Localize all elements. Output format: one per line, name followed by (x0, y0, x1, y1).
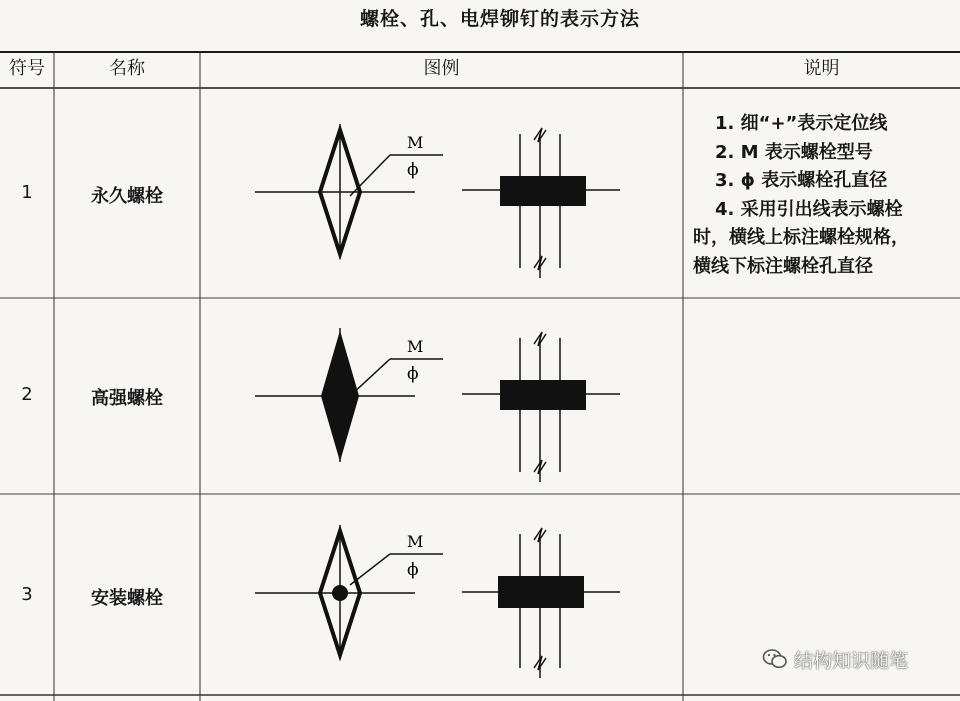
permanent-bolt-symbol (255, 122, 445, 262)
note-line-3: 3. ϕ 表示螺栓孔直径 (715, 170, 888, 191)
note-line-4: 4. 采用引出线表示螺栓 (715, 198, 903, 220)
note-line-2: 2. M 表示螺栓型号 (715, 141, 873, 163)
hole-diameter-label: ϕ (407, 560, 419, 580)
row-1-name: 永久螺栓 (91, 186, 163, 207)
description-notes (693, 110, 933, 281)
note-line-1: 1. 细“+”表示定位线 (715, 113, 888, 134)
row-3-name: 安装螺栓 (91, 588, 163, 609)
header-figure: 图例 (423, 58, 460, 79)
hole-diameter-label: ϕ (407, 160, 419, 180)
wechat-icon (762, 647, 788, 671)
note-line-5: 时，横线上标注螺栓规格， (693, 227, 909, 248)
watermark-text: 结构知识随笔 (794, 649, 909, 672)
installation-bolt-symbol (255, 523, 445, 663)
header-description: 说明 (803, 58, 840, 79)
installation-bolt-section (462, 518, 622, 690)
page-title: 螺栓、孔、电焊铆钉的表示方法 (359, 8, 640, 30)
hole-diameter-label: ϕ (407, 364, 419, 384)
high-strength-bolt-symbol (255, 326, 445, 466)
row-3-number: 3 (21, 584, 33, 605)
permanent-bolt-section (462, 118, 622, 290)
bolt-model-label: M (407, 337, 424, 356)
header-symbol: 符号 (9, 58, 45, 79)
bolt-model-label: M (407, 133, 424, 152)
note-line-6: 横线下标注螺栓孔直径 (693, 255, 873, 277)
row-2-number: 2 (21, 384, 33, 405)
header-name: 名称 (109, 58, 145, 79)
row-2-name: 高强螺栓 (91, 388, 163, 409)
watermark (762, 646, 908, 672)
bolt-model-label: M (407, 532, 424, 551)
high-strength-bolt-section (462, 322, 622, 494)
row-1-number: 1 (21, 182, 33, 203)
